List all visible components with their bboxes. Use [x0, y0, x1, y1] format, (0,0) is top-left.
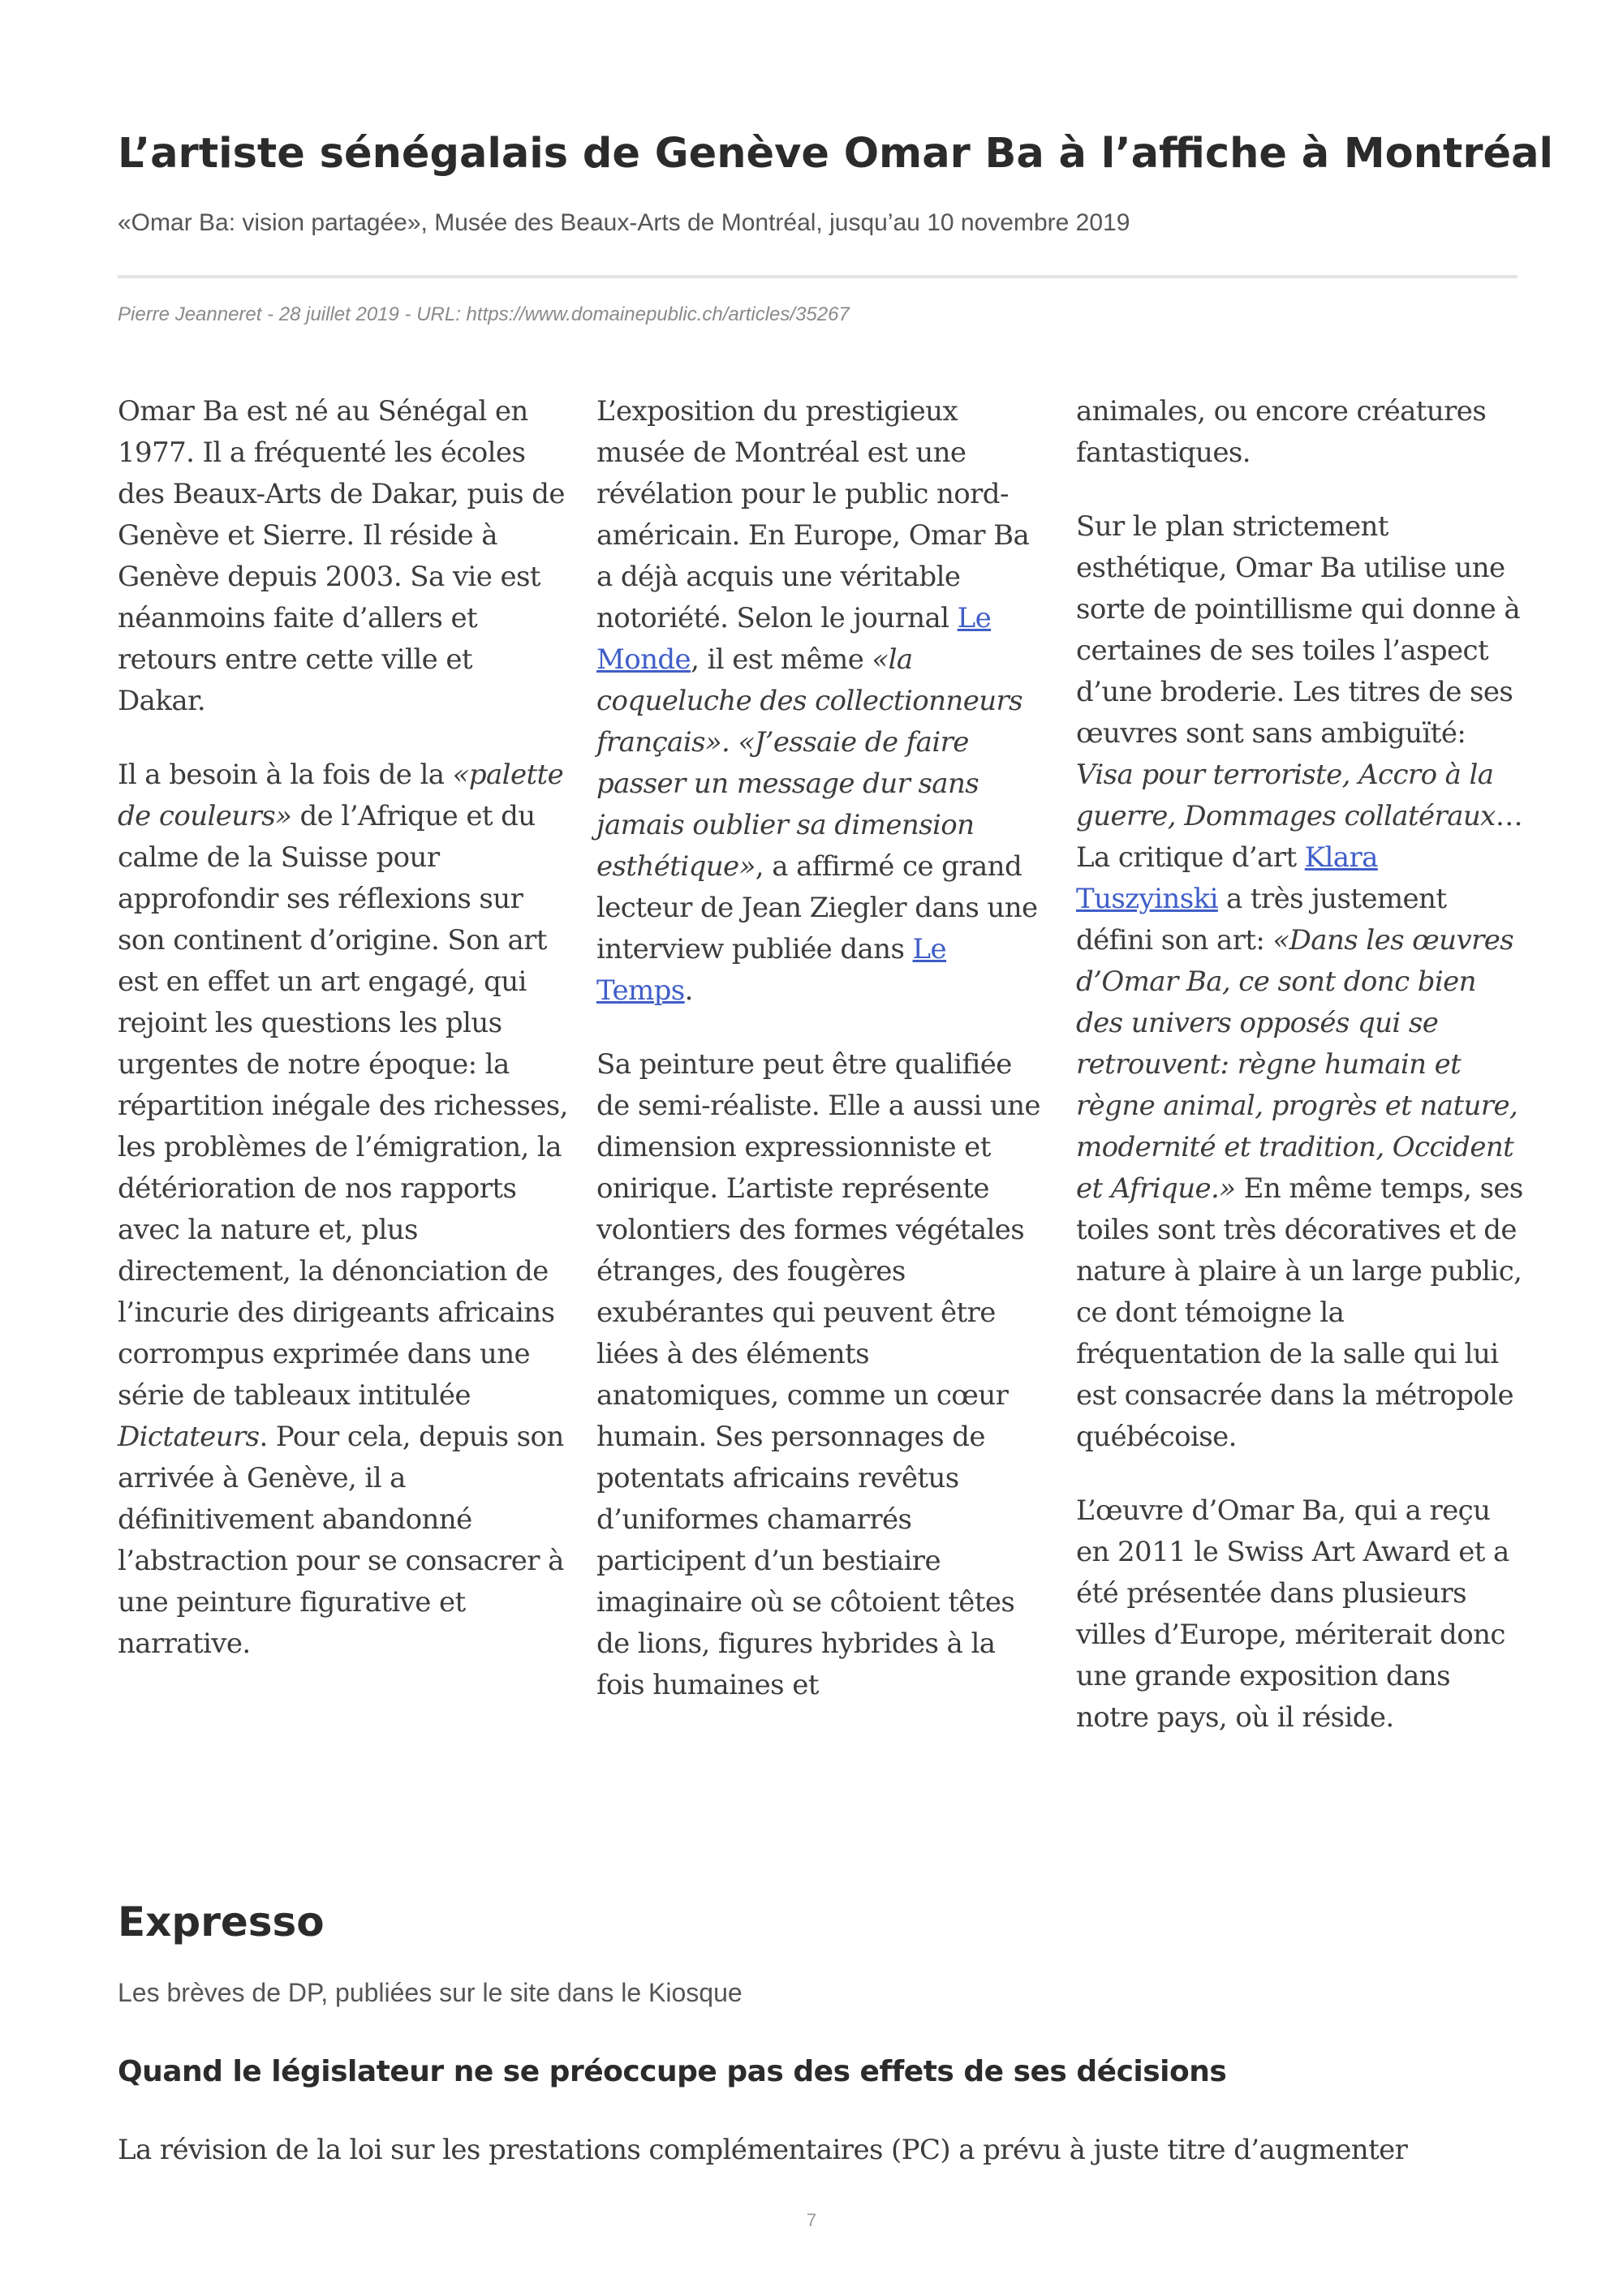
- paragraph: [118, 755, 568, 1665]
- column-2: [596, 391, 1047, 1739]
- article-byline: Pierre Jeanneret - 28 juillet 2019 - URL: https://www.domainepublic.ch/articles/35267: [118, 303, 850, 325]
- text-run: a très justement défini son art:: [1076, 883, 1447, 957]
- brief-text: La révision de la loi sur les prestations complémentaires (PC) a prévu à juste titre d’augmenter: [118, 2134, 1408, 2166]
- artwork-title: Dictateurs: [118, 1421, 260, 1453]
- text-run: .: [684, 974, 693, 1007]
- column-1: [118, 391, 568, 1697]
- link-le-monde[interactable]: Le Monde: [596, 602, 992, 676]
- link-klara-tuszyinski[interactable]: Klara Tuszyinski: [1076, 841, 1378, 915]
- paragraph: Sa peinture peut être qualifiée de semi-réaliste. Elle a aussi une dimension expressionniste et onirique. L’artiste représente volontiers des formes végétales étranges, des fougères exubérantes qui peuvent être liées à des éléments anatomiques, comme un cœur humain. Ses personnages de potentats africains revêtus d’uniformes chamarrés participent d’un bestiaire imaginaire où se côtoient têtes de lions, figures hybrides à la fois humaines et: [596, 1048, 1040, 1701]
- text-run: de l’Afrique et du calme de la Suisse pour approfondir ses réflexions sur son continent d’origine. Son art est en effet un art engagé, qui rejoint les questions les plus urgentes de notre époque: la répartition inégale des richesses, les problèmes de l’émigration, la détérioration de nos rapports avec la nature et, plus directement, la dénonciation de l’incurie des dirigeants africains corrompus exprimée dans une série de tableaux intitulée: [118, 800, 568, 1412]
- text-run: , a affirmé ce grand lecteur de Jean Ziegler dans une interview publiée dans: [596, 850, 1038, 965]
- section-title-expresso: Expresso: [118, 1898, 325, 1946]
- paragraph: animales, ou encore créatures fantastiques.: [1076, 395, 1487, 469]
- article-subtitle: «Omar Ba: vision partagée», Musée des Beaux-Arts de Montréal, jusqu’au 10 novembre 2019: [118, 209, 1130, 236]
- text-run: … La critique d’art: [1076, 800, 1523, 874]
- text-run: En même temps, ses toiles sont très décoratives et de nature à plaire à un large public, ce dont témoigne la fréquentation de la salle qui lui est consacrée dans la métropole québécoise.: [1076, 1172, 1523, 1453]
- column-3: [1076, 391, 1526, 1771]
- quote: «la coqueluche des collectionneurs français». «J’essaie de faire passer un message dur sans jamais oublier sa dimension esthétique»: [596, 643, 1023, 883]
- quote: «palette de couleurs»: [118, 759, 564, 832]
- article-body: [118, 391, 1523, 1734]
- text-run: , il est même: [691, 643, 872, 676]
- section-subtitle: Les brèves de DP, publiées sur le site dans le Kiosque: [118, 1978, 743, 2007]
- artwork-titles: Visa pour terroriste, Accro à la guerre, Dommages collatéraux: [1076, 759, 1496, 832]
- text-run: . Pour cela, depuis son arrivée à Genève, il a définitivement abandonné l’abstraction pour se consacrer à une peinture figurative et narrative.: [118, 1421, 564, 1660]
- text-run: Il a besoin à la fois de la: [118, 759, 453, 791]
- text-run: L’exposition du prestigieux musée de Montréal est une révélation pour le public nord-américain. En Europe, Omar Ba a déjà acquis une véritable notoriété. Selon le journal: [596, 395, 1030, 634]
- paragraph: [1076, 506, 1526, 1458]
- quote: «Dans les œuvres d’Omar Ba, ce sont donc bien des univers opposés qui se retrouvent: règne humain et règne animal, progrès et nature, modernité et tradition, Occident et Afrique.»: [1076, 924, 1518, 1205]
- text-run: Sur le plan strictement esthétique, Omar Ba utilise une sorte de pointillisme qui donne à certaines de ses toiles l’aspect d’une broderie. Les titres de ses œuvres sont sans ambiguïté:: [1076, 510, 1521, 750]
- link-le-temps[interactable]: Le Temps: [596, 933, 947, 1007]
- page-number: 7: [806, 2210, 817, 2230]
- brief-title: Quand le législateur ne se préoccupe pas des effets de ses décisions: [118, 2055, 1227, 2088]
- divider: [118, 275, 1518, 278]
- article-title: L’artiste sénégalais de Genève Omar Ba à l’affiche à Montréal: [118, 130, 1554, 178]
- paragraph: [596, 391, 1047, 1012]
- paragraph: L’œuvre d’Omar Ba, qui a reçu en 2011 le Swiss Art Award et a été présentée dans plusieurs villes d’Europe, mériterait donc une grande exposition dans notre pays, où il réside.: [1076, 1494, 1509, 1734]
- paragraph: Omar Ba est né au Sénégal en 1977. Il a fréquenté les écoles des Beaux-Arts de Dakar, puis de Genève et Sierre. Il réside à Genève depuis 2003. Sa vie est néanmoins faite d’allers et retours entre cette ville et Dakar.: [118, 395, 565, 717]
